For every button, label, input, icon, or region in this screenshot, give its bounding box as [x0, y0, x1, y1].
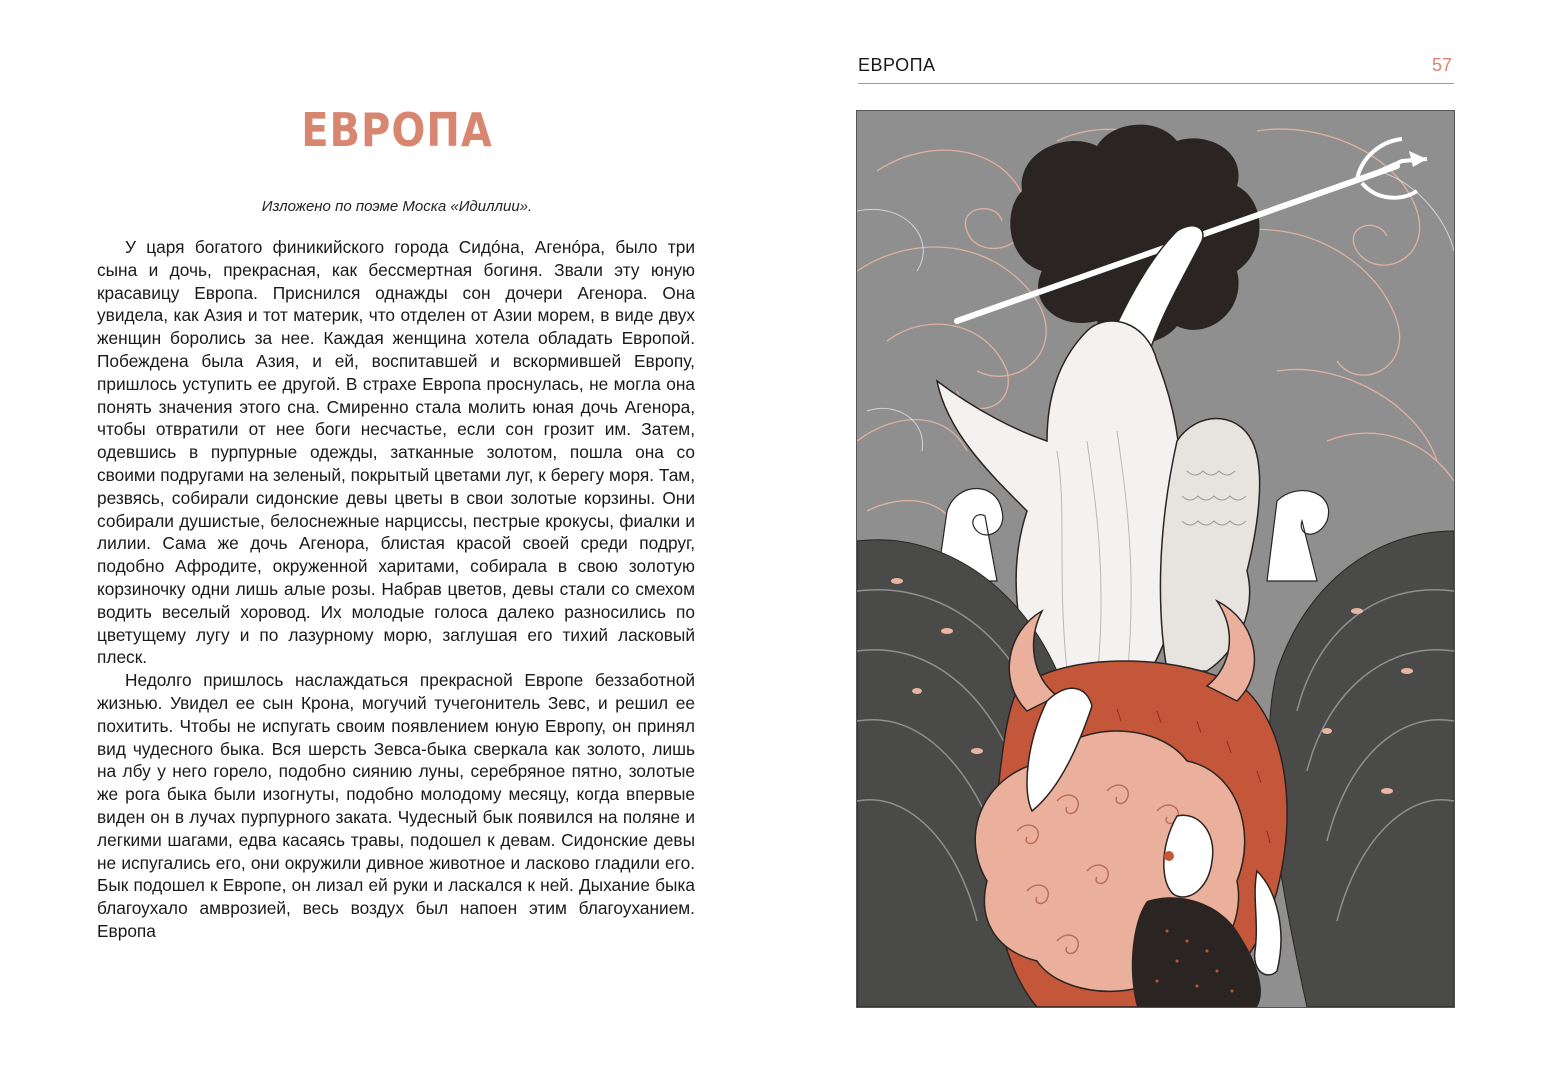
illustration-artwork	[857, 111, 1454, 1007]
earring	[1164, 851, 1174, 861]
page-number: 57	[1431, 55, 1452, 75]
body-text	[97, 236, 695, 943]
running-header	[858, 55, 1454, 84]
paragraph: У царя богатого финикийского города Сидóна, Агенóра, было три сына и дочь, прекрасная, как бессмертная богиня. Звали эту юную красавицу Европа. Приснился однажды сон дочери Агенора. Она увидела, как Азия и тот материк, что отделен от Азии морем, в виде двух женщин боролись за нее. Каждая женщина хотела обладать Европой. Побеждена была Азия, и ей, воспитавшей и вскормившей Европу, пришлось уступить ее другой. В страхе Европа проснулась, не могла она понять значения этого сна. Смиренно стала молить юная дочь Агенора, чтобы отвратили от нее боги несчастье, если сон грозит им. Затем, одевшись в пурпурные одежды, затканные золотом, пошла она со своими подругами на зеленый, покрытый цветами луг, к берегу моря. Там, резвясь, собирали сидонские девы цветы в свои золотые корзины. Они собирали душистые, белоснежные нарциссы, пестрые крокусы, фиалки и лилии. Сама же дочь Агенора, блистая красой своей среди подруг, подобно Афродите, окруженной харитами, собирала в свою золотую корзиночку одни лишь алые розы. Набрав цветов, девы стали со смехом водить веселый хоровод. Их молодые голоса далеко разносились по цветущему лугу и по лазурному морю, заглушая его тихий ласковый плеск.	[97, 237, 695, 668]
chapter-title: ЕВРОПА	[301, 104, 493, 158]
illustration	[856, 110, 1455, 1008]
right-page	[775, 0, 1550, 1080]
paragraph: Недолго пришлось наслаждаться прекрасной Европе беззаботной жизнью. Увидел ее сын Крона, могучий тучегонитель Зевс, и решил ее похитить. Чтобы не испугать своим появлением юную Европу, он принял вид чудесного быка. Вся шерсть Зевса-быка сверкала как золото, лишь на лбу у него горело, подобно сиянию луны, серебряное пятно, золотые же рога быка были изогнуты, подобно молодому месяцу, когда впервые виден он в лучах пурпурного заката. Чудесный бык появился на поляне и легкими шагами, едва касаясь травы, подошел к девам. Сидонские девы не испугались его, они окружили дивное животное и ласково гладили его. Бык подошел к Европе, он лизал ей руки и ласкался к ней. Дыхание быка благоухало амврозией, весь воздух был напоен этим благоуханием. Европа	[97, 670, 695, 941]
epigraph: Изложено по поэме Моска «Идиллии».	[261, 198, 533, 215]
running-title: ЕВРОПА	[858, 55, 936, 75]
